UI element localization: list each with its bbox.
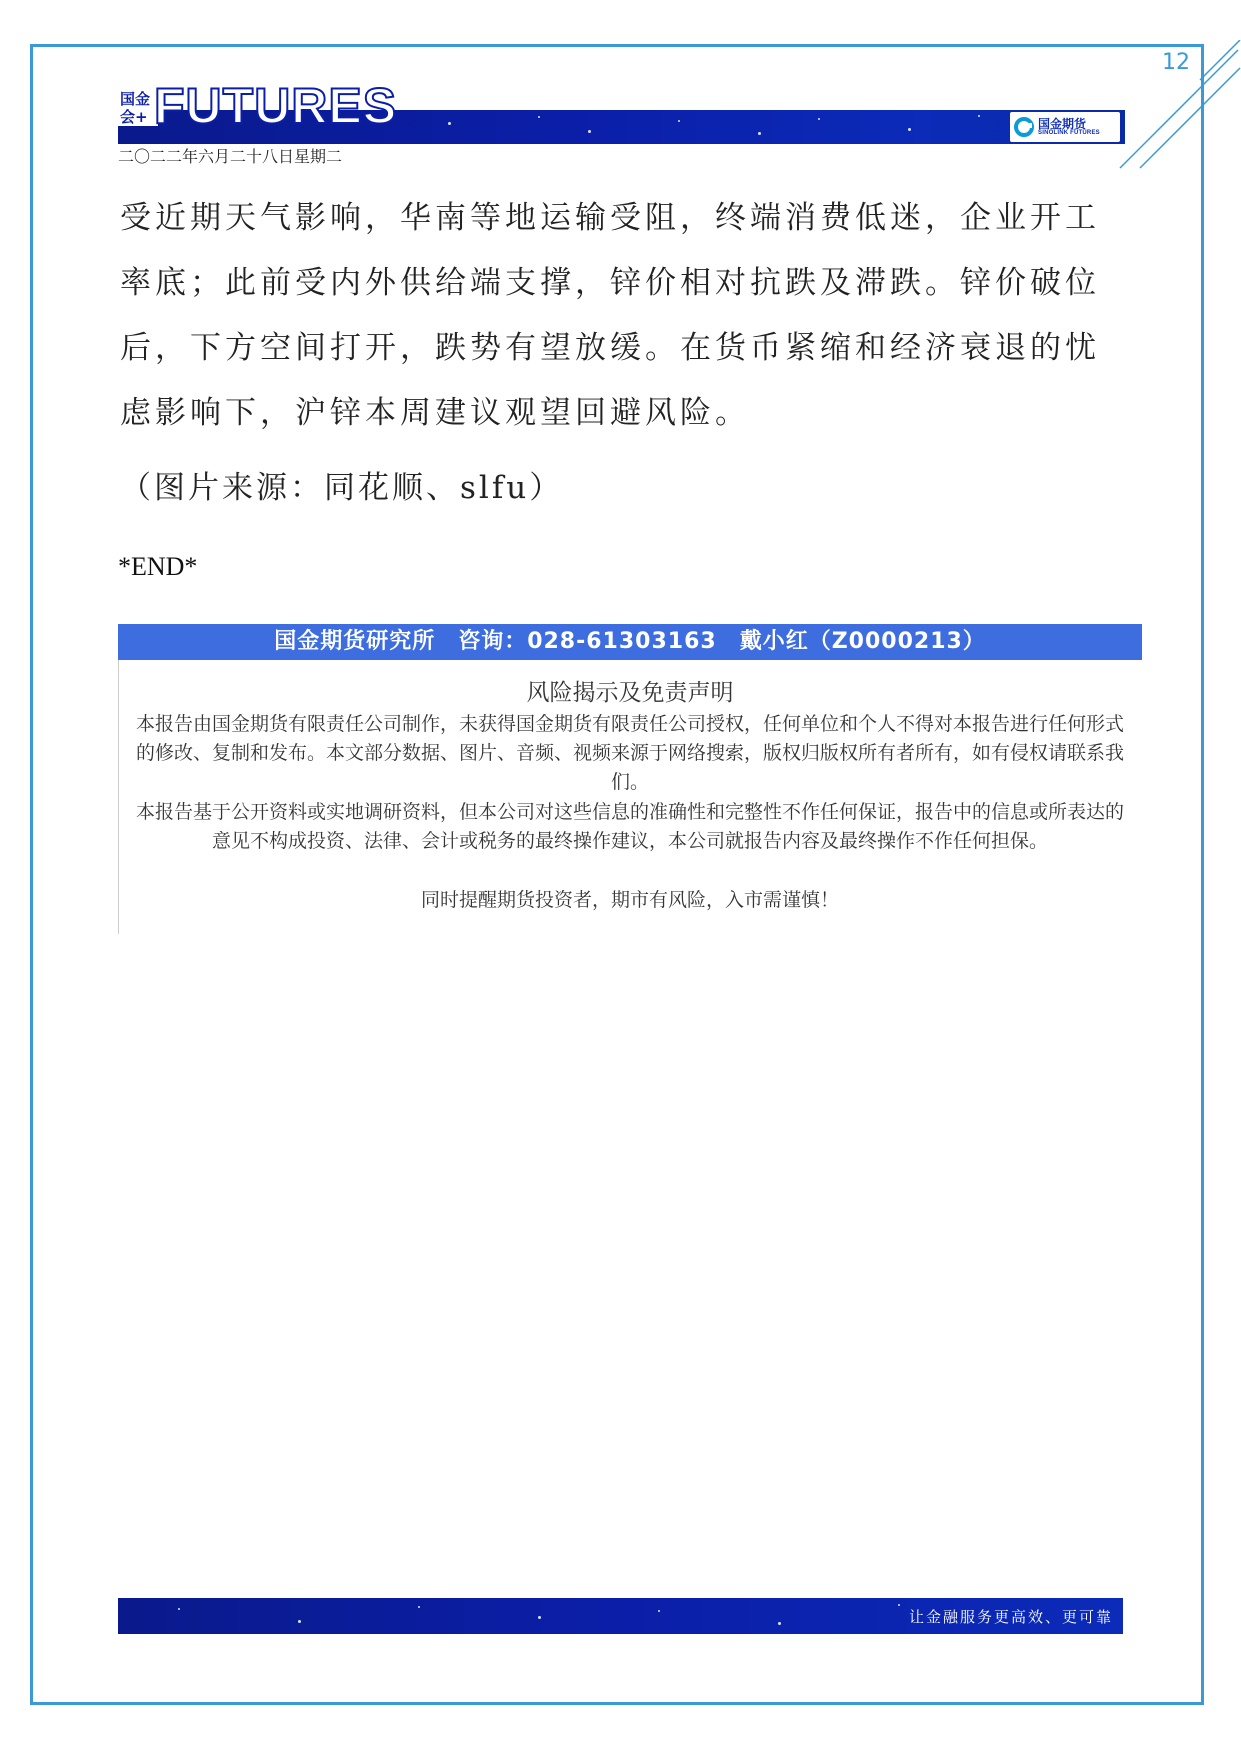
brand-name-en: SINOLINK FUTURES [1038, 130, 1100, 136]
header-logo-cn: 国金会+ [118, 90, 158, 126]
image-source-caption: （图片来源：同花顺、slfu） [120, 470, 564, 506]
footer-band [118, 1598, 1123, 1634]
disclaimer-paragraph-1: 本报告由国金期货有限责任公司制作，未获得国金期货有限责任公司授权，任何单位和个人不得对本报告进行任何形式的修改、复制和发布。本文部分数据、图片、音频、视频来源于网络搜索，版权归版权所有者所有，如有侵权请联系我们。 [135, 713, 1124, 793]
corner-decoration [1110, 40, 1241, 170]
header-logo-futures: FUTURES [154, 78, 398, 134]
contact-bar: 国金期货研究所 咨询：028-61303163 戴小红（Z0000213） [118, 624, 1142, 660]
brand-logo [1010, 112, 1120, 142]
disclaimer-section [118, 624, 1142, 934]
footer-slogan: 让金融服务更高效、更可靠 [908, 1608, 1113, 1626]
body-paragraph: 受近期天气影响，华南等地运输受阻，终端消费低迷，企业开工率底；此前受内外供给端支撑，锌价相对抗跌及滞跌。锌价破位后，下方空间打开，跌势有望放缓。在货币紧缩和经济衰退的忧虑影响下，沪锌本周建议观望回避风险。 [120, 200, 1100, 431]
disclaimer-title: 风险揭示及免责声明 [526, 680, 734, 706]
report-date: 二〇二二年六月二十八日星期二 [118, 144, 348, 167]
brand-name-cn: 国金期货 [1038, 117, 1087, 131]
disclaimer-paragraph-3: 同时提醒期货投资者，期市有风险，入市需谨慎！ [420, 889, 839, 911]
end-mark: *END* [118, 552, 198, 581]
brand-mark-icon [1014, 117, 1034, 137]
page-number: 12 [1162, 50, 1190, 75]
disclaimer-paragraph-2: 本报告基于公开资料或实地调研资料，但本公司对这些信息的准确性和完整性不作任何保证，报告中的信息或所表达的意见不构成投资、法律、会计或税务的最终操作建议，本公司就报告内容及最终操作不作任何担保。 [135, 801, 1124, 852]
